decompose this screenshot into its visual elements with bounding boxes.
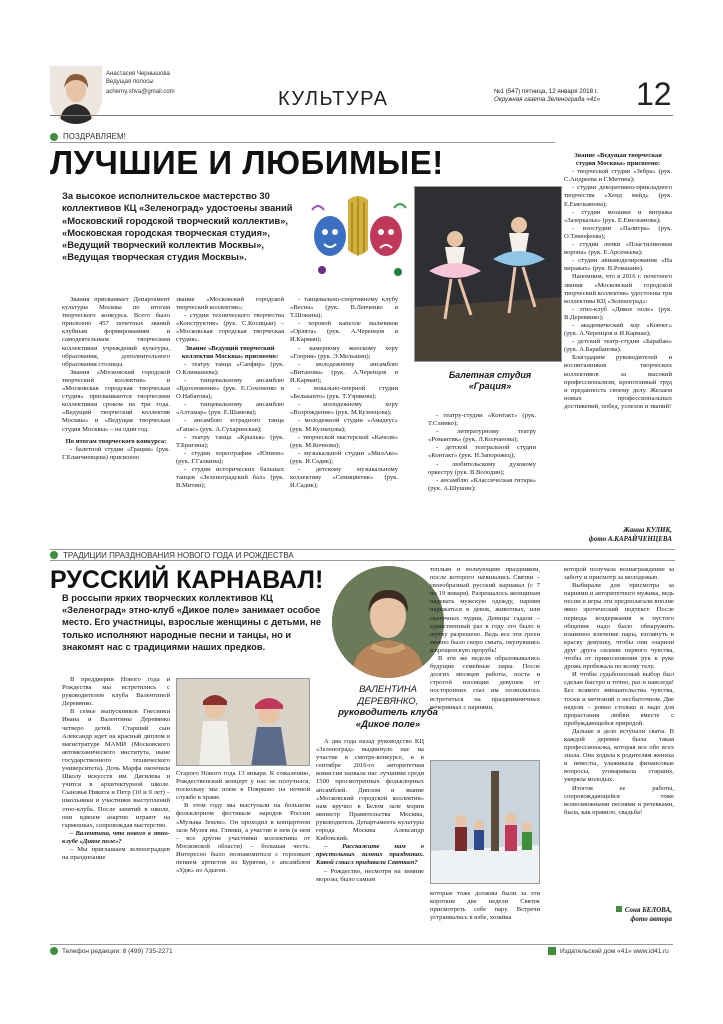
publisher-logo-icon [548,947,556,955]
carnival-col1: В преддверии Нового года и Рождества мы встретились с руководителем клуба Валентиной Деревянко. В семье выпускников Гнесинки Ивана и Валентины Деревянко четверо детей. Старший сын Александр идет на красный диплом в магистратуре МАМИ (Московского автомеханического института, ныне государственного технического университета). Дочь Марфа окончила Школу искусств им. Дягилева и учится в архитектурной школе. Сыновья Никита и Петр (10 и 9 лет) – школьники и участники выступлений этно-клуба. После занятий в школе, они вдвоем азартно играют на гармошках, сопровождая мастерство. – Валентина, что нового в этно-клубе «Дикое поле»? – Мы приглашаем зеленоградцев на праздноание [62,676,170,862]
best-signature-name: Жанна КУЛИК, [623,526,672,534]
lead-carnival: В россыпи ярких творческих коллективов КЦ «Зеленоград» этно-клуб «Дикое поле» занимает особое место. Его участницы, взрослые женщины с детьми, не только исполняют народные песни и танцы, но и знакомят нас с традициями наших предков. [62,593,322,652]
section-title: КУЛЬТУРА [278,88,389,110]
family-winter-photo [430,760,540,884]
valentina-caption-line3: руководитель клуба [338,707,438,718]
ballet-caption-line2: «Грация» [468,381,512,391]
carnival-col3: А два года назад руководство КЦ «Зеленоград» выдвинуло нас на участие в смотре-конкурсе, и в сентябре 2016-го авторитетная комиссия назвала нас лучшими среди 1500 просмотренных фольклорных ансамблей. Диплом и звание «Московский городской коллектив» нам вручил в Белом зале мэрии министр Правительства Москвы, руководитель Департамента культуры города Москвы Александр Кибовский. – Расскажите нам о престольных зимних праздниках. Какой смысл придавали Святкам? – Рождество, несмотря на зимние морозы, было самым [316,738,424,883]
carnival-signature-photo: фото автора [630,915,672,923]
lead-best: За высокое исполнительское мастерство 30 коллективов КЦ «Зеленоград» удостоены званий «Московский городской творческий коллектив», «Московская городская творческая студия», «Ведущий творческий коллектив Москвы», «Ведущая творческая студия Москвы». [62,190,293,263]
carnival-signature-name: Соня БЕЛОВА, [564,906,672,915]
best-col4: - театру-студии «Контакт» (рук. Т.Слинко); - литературному театру «Романтик» (рук. Л.Колчанова); - детской театральной студии «Контакт» (рук. Н.Запорожец); - любительскому духовому оркестру (рук. В.Володин); - ансамблю «Классическая гитара» (рук. А.Шушин); [428,412,536,492]
rubric-congrats: ПОЗДРАВЛЯЕМ! [50,131,555,143]
phone-icon [50,947,58,955]
best-col5: Звание «Ведущая творческая студия Москвы» присвоено: - творческой студии «Зебра» (рук. С.Андреева и Г.Митина); - студии декоративно-прикладного творчества «Хенд мейд» (рук. Е.Емельянова); - студии мозаики и витража «Зазеркалье» (рук. Е.Емельянова); - изостудии «Палитра» (рук. О.Тимофеева); - студии лепки «Пластилиновая ворона» (рук. Е.Арсеньева); - студии авиамоделирования «На виражах» (рук. В.Ромашин). Напомним, что в 2016 г. почетного звания «Московский городской творческий коллектив» удостоены три коллектива КЦ «Зеленоград»: - этно-клуб «Дикое поле» (рук. В.Деревянко); - академический хор «Ковчег» (рук. А.Черенцов и И.Карман); - детский театр-студия «Барабан» (рук. А.Барабанова). Благодарим руководителей и воспитанников творческих коллективов за высокий профессионализм, кропотливый труд и преданность своему делу. Желаем новых профессиональных достижений, побед, успехов и званий! [564,152,672,410]
ballet-caption-line1: Балетная студия [448,370,532,380]
best-col1: Звания присваивает Департамент культуры Москвы по итогам творческого конкурса. Всего было присвоено 457 почетных званий клубным формированиям и самодеятельным творческим коллективам учреждений культуры, образования, дополнительного образования столицы. Звания «Московский городской творческий коллектив» и «Московская городская творческая студия» присваиваются творческим коллективам сроком на три года. «Ведущий творческий коллектив Москвы» и «Ведущая творческая студия Москвы» – на один год. По итогам творческого конкурса: - балетной студии «Грация» (рук. Г.Еланчиевцева) присвоено [62,296,170,461]
headline-best: ЛУЧШИЕ И ЛЮБИМЫЕ! [50,144,444,181]
carnival-col5: которой получала вознаграждение за заботу и присмотр за молодежью. Выбирали для присмотра за парнями и авторитетного мужика, ведь песни и игры эти предполагали вполне явно эротический подтекст. После периода воздержания и пустого общения надо было обнаружить взаимное влечение пары, взглянуть в краску девушку, чтобы они озарили друг друга силами первого чувства, чтобы от прикосновения рук к руке дрожь пробежала по всему телу. И чтобы судьбоносный выбор был сделан быстро и точно, раз и навсегда! Без всякого вмешательства чувства, тоски и мечтаний о несбыточном. Две недели – ровно столько и надо для прорастания любви вместе с пробуждающейся природой. Дальше в дело вступали сваты. В каждой деревне была такая профессионалка, которая все обо всех знала. Она ходила к родителям жениха и невесты, улаживала финансовые вопросы, уговаривала старших, уверяла молодых. Итогом ее работы, сопровождающейся тоже всевозможными песнями и речевками, была, как правило, свадьба! [564,566,674,816]
rubric-traditions: ТРАДИЦИИ ПРАЗДНОВАНИЯ НОВОГО ГОДА И РОЖДЕСТВА [50,549,675,561]
rubric-marker-icon [50,133,58,141]
best-signature-photo: фото А.КАРАЙЧЕНЦЕВА [588,535,672,543]
carnival-col2: Старого Нового года 13 января. К сожалению, Рождественский концерт у нас не получился, поскольку мы поем в Поярково на ночной службе в храме. В этом году мы выступали на большом фольклорном фестивале народов России «Музыка Земли». Он проходил в концертном зале Музея им. Глинки, а участие в нем (в нем – все другие участники коллективы от Московской области) – большая честь. Интересно было познакомиться с горловым пением артистов из Бурятии, с ансамблем «Удж» из Адыгеи. [176,770,310,875]
footer-publisher: Издательский дом «41» www.id41.ru [548,947,669,955]
carnival-signature-marker [616,906,622,912]
headline-carnival: РУССКИЙ КАРНАВАЛ! [50,566,324,594]
ballet-photo [414,186,562,362]
page-number: 12 [636,76,672,112]
best-col2: звание «Московский городской творческий коллектив»; - студии технического творчества «Конструктив» (рук. С.Косицын) – «Московская городская творческая студия». Звание «Ведущий творческий коллектив Москвы» присвоено: - театру танца «Сапфир» (рук. О.Климашева); - танцевальному ансамблю «Вдохновение» (рук. Е.Сохоненко и О.Набатова); - танцевальному ансамблю «Алтамар» (рук. Е.Шамова); - ансамблю эстрадного танца «Гапас» (рук. А.Сухаринская); - театру танца «Крылья» (рук. Т.Бригина); - студии хореографии «Юнион» (рук. Г.Галкина); - студии исторических бальных танцев «Зеленоградский бал» (рук. В.Митин); [176,296,284,490]
best-col3: - танцевально-спортивному клубу «Весна» (рук. В.Левченко и Т.Шокина); - хоровой капелле мальчиков «Орлята» (рук. А.Черенцов и И.Карман); - камерному женскому хору «Глория» (рук. Э.Мельшин); - молодежному ансамблю «Витанова» (рук. А.Черенцов и И.Карман); - вокально-оперной студии «Бельканто» (рук. Т.Узрякова); - молодежному хору «Возрождение» (рук. М.Кузнецова); - молодежной студии «Амадеус» (рук. М.Кузнецова); - творческой мастерской «Качели» (рук. М.Кочнова); - музыкальной студии «МилАко» (рук. И.Садик); - детскому музыкальному коллективу «Семицветик» (рук. И.Садик); [290,296,398,490]
theatre-masks-logo [302,190,414,288]
rubric-marker-icon [50,551,58,559]
paper-name: Окружная газета Зеленограда «41» [494,96,601,103]
valentina-portrait [332,566,444,678]
carnival-col4-bottom: которые тоже должны были за эти короткие две недели Святок присмотреть себе пару. Встречи устраивались в избе, хозяйка [430,890,540,922]
header-rule [50,115,673,116]
valentina-caption-line1: ВАЛЕНТИНА [359,684,417,695]
author-name: Анастасия Чернышова [106,71,170,77]
folk-costume-photo [176,678,310,766]
footer-phone: Телефон редакции: 8 (499) 735-2271 [50,947,173,955]
carnival-col4-top: теплым и волнующим праздником, после которого начинались Святки – своеобразный русский карнавал (с 7 по 19 января). Разрешалось женщинам надевать мужскую одежду, парням наряжаться в девок, животных, или сказочных чудищ. Девицы гадали – единственный раз в году это было в шутку разрешено. Ведь все эти грехи можно было скоро смыть, окунувшись в крещенскую прорубь! В эти же недели образовывались будущие семейные пары. После долгих месяцев работы, поста и строгой изоляции девушек от посторонних глаз им позволялось встретиться на празднимничных вечеринках с парнями, [430,566,540,711]
footer-rule [50,944,673,945]
author-email[interactable]: acherny.shva@gmail.com [106,89,175,95]
issue-info: №1 (547) пятница, 12 января 2018 г. [494,88,598,95]
valentina-caption-line4: «Дикое поле» [355,718,421,730]
author-role: Ведущая полосы [106,79,154,85]
valentina-caption-line2: ДЕРЕВЯНКО, [357,695,419,707]
